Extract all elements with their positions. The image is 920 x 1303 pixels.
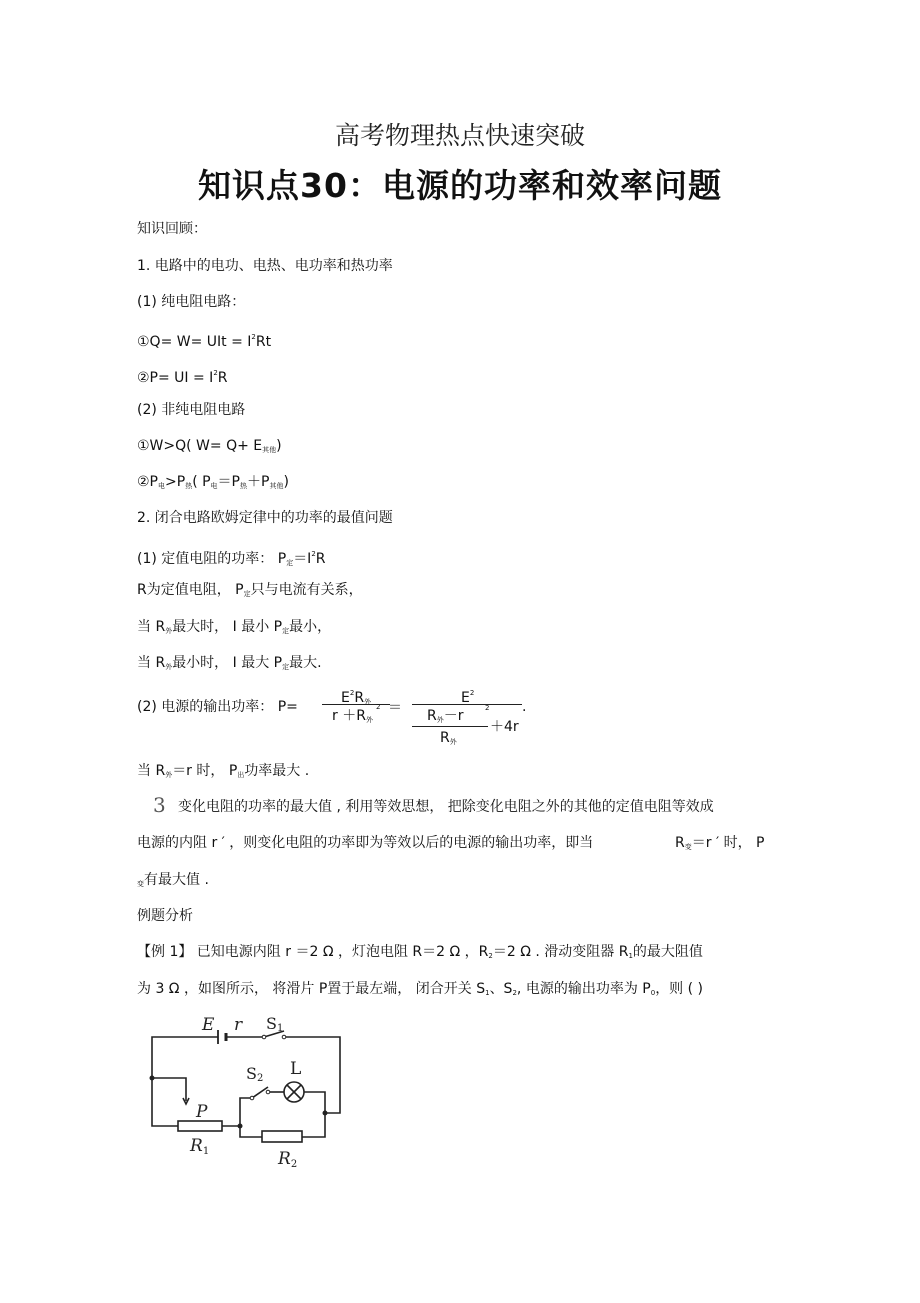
example-heading: 例题分析 xyxy=(137,908,193,924)
subscript: 定 xyxy=(282,627,290,635)
label-s2-sub: 2 xyxy=(256,1073,264,1084)
text: , 电源的输出功率为 P xyxy=(516,981,651,997)
subscript: 外 xyxy=(364,698,372,706)
formula-text: ②P xyxy=(137,474,158,490)
max-output-condition xyxy=(137,762,309,784)
fraction-1-denominator xyxy=(332,707,373,729)
formula-text: r ＋R xyxy=(332,708,366,724)
formula-text: R xyxy=(440,730,450,746)
subscript: 0 xyxy=(650,989,656,997)
formula-text: ＝I xyxy=(293,551,312,567)
equals-sign: ＝ xyxy=(388,700,402,716)
document-title: 知识点30：电源的功率和效率问题 xyxy=(198,166,722,205)
superscript: 2 xyxy=(251,333,256,341)
superscript: 2 xyxy=(469,689,475,697)
subscript: 热 xyxy=(240,482,247,490)
superscript: 2 xyxy=(349,689,355,697)
subscript: 2 xyxy=(488,952,493,960)
section-1-pure-resistor: (1) 纯电阻电路： xyxy=(137,294,246,310)
min-r-case xyxy=(137,654,322,676)
subscript: 变 xyxy=(684,843,692,851)
subscript: 外 xyxy=(165,627,173,635)
text: R为定值电阻， P xyxy=(137,582,244,598)
formula-text: (1) 定值电阻的功率： P xyxy=(137,551,287,567)
text: ＝r ′ 时， P xyxy=(691,835,765,851)
subscript: 出 xyxy=(237,771,245,779)
subscript: 外 xyxy=(436,716,444,724)
formula-text: R xyxy=(354,690,365,706)
superscript: 2 xyxy=(311,550,316,558)
text: ＝2 Ω . 滑动变阻器 R xyxy=(492,944,629,960)
variable-resistor-line-1: 变化电阻的功率的最大值 , 利用等效思想， 把除变化电阻之外的其他的定值电阻等效成 xyxy=(178,799,714,815)
label-l: L xyxy=(290,1059,302,1079)
label-r2-sub: 2 xyxy=(290,1159,298,1170)
label-p: P xyxy=(196,1102,208,1122)
formula-text: R xyxy=(315,551,326,567)
junction-left xyxy=(150,1076,155,1081)
formula-text: ( P xyxy=(192,474,211,490)
formula-text: Rt xyxy=(255,334,272,350)
fraction-2-bar xyxy=(412,704,522,705)
text: R xyxy=(675,835,685,851)
formula-text: E xyxy=(461,690,470,706)
formula-p-electric xyxy=(137,473,289,495)
subscript: 定 xyxy=(243,590,251,598)
label-s2-main: S xyxy=(246,1064,257,1083)
formula-q-w xyxy=(137,328,271,351)
fixed-resistor-note xyxy=(137,581,363,603)
text: 当 R xyxy=(137,763,166,779)
text: 为 3 Ω ，如图所示， 将滑片 P置于最左端， 闭合开关 S xyxy=(137,981,486,997)
text: 最小， xyxy=(289,619,332,635)
subscript: 定 xyxy=(282,663,290,671)
label-s1-main: S xyxy=(266,1014,277,1033)
subscript: 外 xyxy=(165,771,173,779)
formula-text: ①Q= W= UIt = I xyxy=(137,334,252,350)
output-power-label: (2) 电源的输出功率： P= xyxy=(137,699,298,715)
text: ，则 ( ) xyxy=(655,981,704,997)
label-s1-sub: 1 xyxy=(276,1023,284,1034)
label-r2-main: R xyxy=(278,1149,291,1169)
text: 、S xyxy=(489,981,513,997)
formula-text: R xyxy=(217,370,228,386)
subscript: 其他 xyxy=(262,446,277,454)
subscript: 1 xyxy=(628,952,633,960)
formula-period: . xyxy=(522,699,527,715)
formula-text: R xyxy=(427,708,437,724)
example-1-line-1 xyxy=(137,943,703,965)
formula-text: ＋P xyxy=(247,474,270,490)
variable-resistor-line-3 xyxy=(137,871,209,893)
formula-p-ui xyxy=(137,364,228,387)
switch-s2-contact-a xyxy=(250,1096,254,1100)
variable-resistor-line-2: 电源的内阻 r ′ ，则变化电阻的功率即为等效以后的电源的输出功率，即当 xyxy=(137,835,594,851)
label-e: E xyxy=(202,1015,215,1035)
switch-s1-contact-b xyxy=(282,1035,286,1039)
text: ＝r 时， P xyxy=(172,763,238,779)
text: 只与电流有关系， xyxy=(250,582,363,598)
formula-text: ②P= UI = I xyxy=(137,370,214,386)
subscript: 定 xyxy=(286,559,294,567)
subscript: 变 xyxy=(137,880,144,888)
subscript: 电 xyxy=(158,482,165,490)
formula-text: E xyxy=(341,690,350,706)
text: 最大. xyxy=(289,655,322,671)
formula-text: －r xyxy=(443,708,464,724)
diagram-background xyxy=(140,1010,355,1170)
formula-text: ) xyxy=(276,438,282,454)
label-r: r xyxy=(234,1015,243,1035)
text: 当 R xyxy=(137,655,166,671)
text: 功率最大 . xyxy=(244,763,310,779)
formula-text: >P xyxy=(165,474,186,490)
formula-text: ＝P xyxy=(217,474,240,490)
review-heading: 知识回顾： xyxy=(137,221,207,237)
text: 【例 1】 已知电源内阻 r ＝2 Ω ，灯泡电阻 R＝2 Ω ，R xyxy=(137,944,489,960)
junction-right xyxy=(323,1111,328,1116)
item-number-3: 3 xyxy=(153,793,166,817)
text: 最小时， I 最大 P xyxy=(172,655,283,671)
formula-w-q xyxy=(137,437,282,459)
inner-square: 2 xyxy=(485,704,490,712)
text: 的最大阻值 xyxy=(632,944,703,960)
switch-s2-contact-b xyxy=(266,1090,270,1094)
document-subtitle: 高考物理热点快速突破 xyxy=(334,121,585,150)
subscript: 外 xyxy=(165,663,173,671)
inner-fraction-bar xyxy=(412,726,488,727)
subscript: 外 xyxy=(365,716,373,724)
circuit-diagram xyxy=(140,1010,355,1170)
inner-fraction-denominator xyxy=(440,729,457,751)
subscript: 外 xyxy=(449,738,457,746)
section-2-heading: 2. 闭合电路欧姆定律中的功率的最值问题 xyxy=(137,510,393,526)
text: 当 R xyxy=(137,619,166,635)
subscript: 2 xyxy=(512,989,517,997)
example-1-line-2 xyxy=(137,980,703,1002)
junction-middle xyxy=(238,1124,243,1129)
formula-text: ) xyxy=(283,474,289,490)
plus-4r: ＋4r xyxy=(490,719,519,735)
section-1-heading: 1. 电路中的电功、电热、电功率和热功率 xyxy=(137,258,393,274)
switch-s1-contact-a xyxy=(262,1035,266,1039)
fixed-resistor-power xyxy=(137,545,326,572)
text: 最大时， I 最小 P xyxy=(172,619,283,635)
label-r1-main: R xyxy=(190,1136,203,1156)
max-r-case xyxy=(137,618,331,640)
subscript: 1 xyxy=(485,989,490,997)
fraction-1-square: 2 xyxy=(376,703,381,711)
variable-resistor-condition xyxy=(675,834,764,856)
text: 有最大值 . xyxy=(144,872,209,888)
section-1-non-pure: (2) 非纯电阻电路 xyxy=(137,402,246,418)
subscript: 电 xyxy=(210,482,218,490)
subscript: 其他 xyxy=(269,482,284,490)
superscript: 2 xyxy=(213,369,218,377)
label-r1-sub: 1 xyxy=(202,1146,210,1157)
subscript: 热 xyxy=(185,482,193,490)
formula-text: ①W>Q( W= Q+ E xyxy=(137,438,263,454)
